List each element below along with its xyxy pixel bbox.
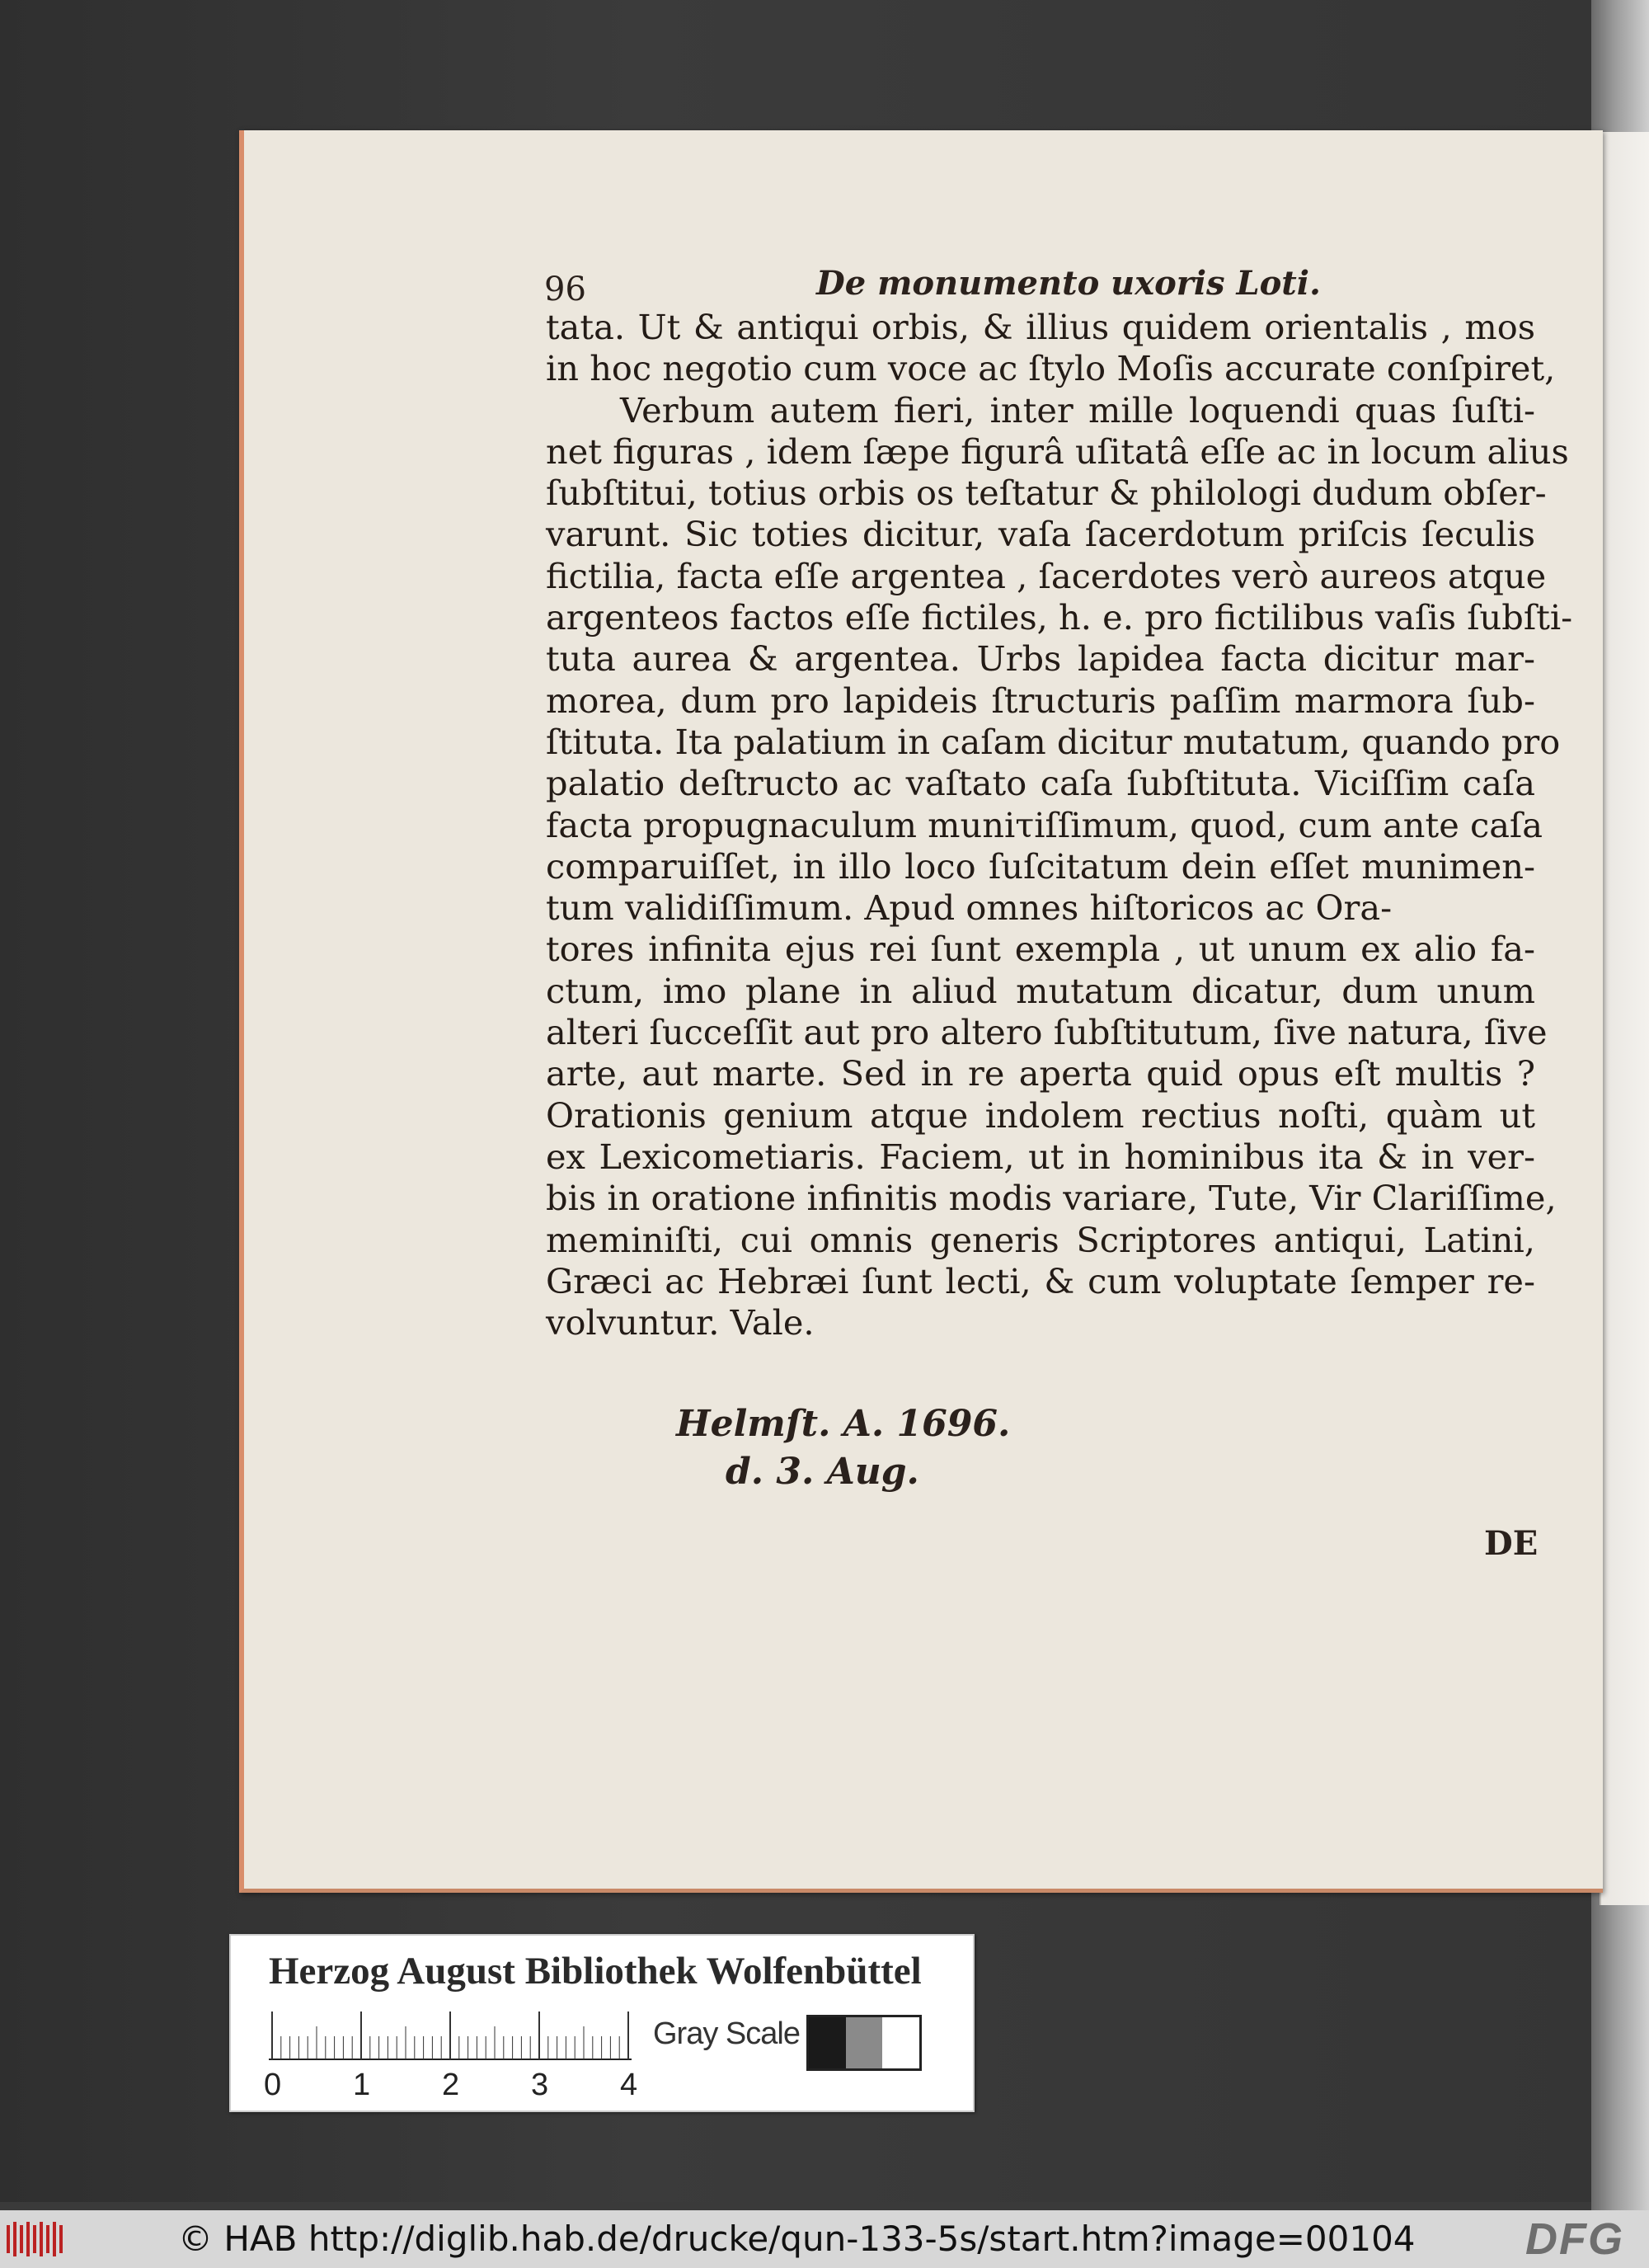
- text-line: tuta aurea & argentea. Urbs lapidea facta dicitur mar-: [546, 638, 1535, 680]
- ruler-number: 4: [620, 2068, 638, 2102]
- text-line: in hoc negotio cum voce ac ſtylo Moſis accurate conſpiret,: [546, 348, 1556, 389]
- text-line: facta propugnaculum muniτiſſimum, quod, cum ante caſa: [546, 804, 1543, 845]
- dfg-logo: DFG: [1525, 2214, 1624, 2264]
- text-line: ex Lexicometiaris. Faciem, ut in hominibus ita & in ver-: [546, 1136, 1535, 1177]
- signature-place: Helmſt. A. 1696.: [676, 1403, 1011, 1445]
- hab-logo-icon: [5, 2220, 66, 2258]
- ruler-number: 1: [353, 2068, 371, 2102]
- footer-bar: [0, 2210, 1649, 2268]
- text-line: varunt. Sic toties dicitur, vaſa ſacerdotum priſcis ſeculis: [546, 514, 1535, 555]
- catchword: DE: [1484, 1524, 1539, 1563]
- text-line: tata. Ut & antiqui orbis, & illius quidem orientalis , mos: [546, 307, 1535, 347]
- text-line: meminiſti, cui omnis generis Scriptores antiqui, Latini,: [546, 1219, 1535, 1260]
- text-line: comparuiſſet, in illo loco ſuſcitatum dein eſſet munimen-: [546, 845, 1535, 887]
- text-line: bis in oratione infinitis modis variare, Tute, Vir Clariſſime,: [546, 1178, 1557, 1219]
- text-line: net figuras , idem ſæpe figurâ uſitatâ eſſe ac in locum alius: [546, 431, 1569, 472]
- text-line: ſtituta. Ita palatium in caſam dicitur mutatum, quando pro: [546, 721, 1561, 762]
- gray-scale-patches: [806, 2015, 922, 2071]
- text-line: palatio deſtructo ac vaſtato caſa ſubſtituta. Viciſſim caſa: [546, 763, 1535, 804]
- signature-block: [676, 1400, 1010, 1496]
- page-number: 96: [544, 271, 586, 308]
- text-line: Verbum autem fieri, inter mille loquendi quas ſuſti-: [620, 389, 1535, 431]
- text-line: volvuntur. Vale.: [546, 1302, 815, 1343]
- ruler-scale: [269, 2012, 632, 2061]
- running-title: De monumento uxoris Loti.: [816, 264, 1321, 303]
- facing-page-edge: [1600, 132, 1649, 1905]
- text-line: ſubſtitui, totius orbis os teſtatur & philologi dudum obſer-: [546, 473, 1547, 514]
- gray-patch: [882, 2017, 919, 2068]
- color-reference-card: [229, 1934, 975, 2112]
- text-line: tum validiſſimum. Apud omnes hiſtoricos ac Ora-: [546, 887, 1393, 929]
- institution-name: Herzog August Bibliothek Wolfenbüttel: [269, 1950, 922, 1993]
- ruler-number: 0: [264, 2068, 282, 2102]
- signature-date: d. 3. Aug.: [726, 1451, 919, 1493]
- gray-patch: [846, 2017, 883, 2068]
- citation-link[interactable]: © HAB http://diglib.hab.de/drucke/qun-133-5s/start.htm?image=00104: [178, 2219, 1416, 2259]
- ruler-number: 2: [442, 2068, 460, 2102]
- text-line: arte, aut marte. Sed in re aperta quid opus eſt multis ?: [546, 1053, 1535, 1094]
- text-line: tores infinita ejus rei ſunt exempla , ut unum ex alio fa-: [546, 929, 1535, 970]
- text-line: ctum, imo plane in aliud mutatum dicatur, dum unum: [546, 970, 1535, 1011]
- body-text: [546, 307, 1573, 1343]
- text-line: argenteos factos eſſe fictiles, h. e. pro fictilibus vaſis ſubſti-: [546, 597, 1573, 638]
- text-line: fictilia, facta eſſe argentea , ſacerdotes verò aureos atque: [546, 555, 1547, 596]
- text-line: Orationis genium atque indolem rectius noſti, quàm ut: [546, 1094, 1535, 1136]
- text-line: morea, dum pro lapideis ſtructuris paſſim marmora ſub-: [546, 680, 1535, 721]
- text-line: Græci ac Hebræi ſunt lecti, & cum voluptate ſemper re-: [546, 1260, 1535, 1301]
- ruler-number: 3: [531, 2068, 549, 2102]
- gray-scale-label: Gray Scale: [653, 2016, 800, 2051]
- gray-patch: [809, 2017, 846, 2068]
- text-line: alteri ſucceſſit aut pro altero ſubſtitutum, ſive natura, ſive: [546, 1012, 1548, 1053]
- ruler-numbers: [264, 2068, 643, 2101]
